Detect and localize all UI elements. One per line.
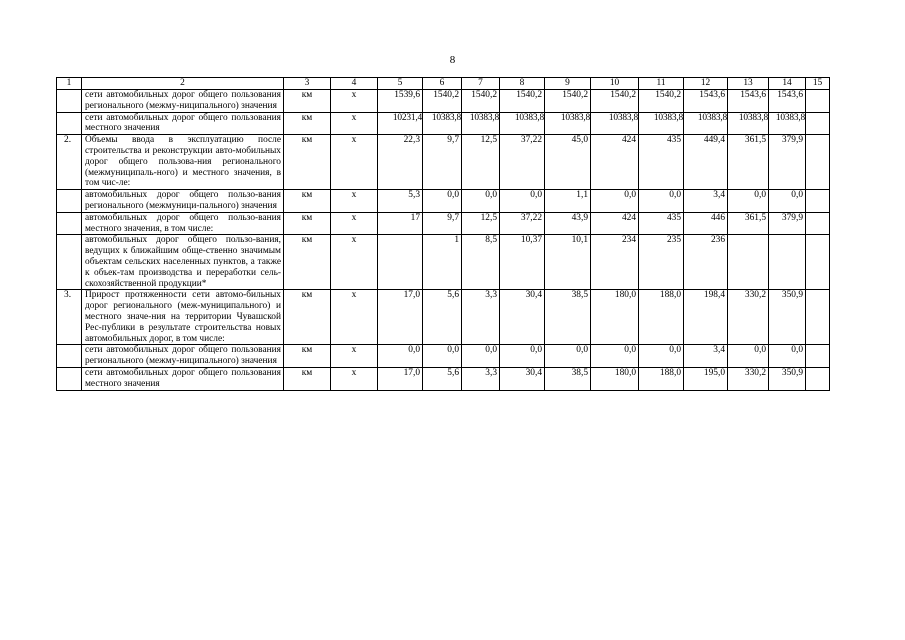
value-cell: 10,1 [545, 235, 591, 290]
value-cell: 10,37 [500, 235, 545, 290]
value-cell: 188,0 [639, 290, 684, 345]
table-row [57, 345, 830, 368]
value-cell: 37,22 [500, 135, 545, 190]
header-cell: 12 [684, 78, 728, 90]
value-cell: 0,0 [591, 345, 639, 368]
table-row [57, 190, 830, 213]
value-cell: 17 [378, 212, 423, 235]
value-cell: 0,0 [591, 190, 639, 213]
indicator-description: автомобильных дорог общего пользо-вания, ведущих к ближайшим обще-ственно значимым объектам сельских населенных пунктов, а также к объек-там производства и переработки сель-скохозяйственной продукции* [82, 235, 284, 290]
value-cell: 3,3 [462, 367, 500, 390]
value-cell: 1540,2 [500, 90, 545, 113]
value-cell: 350,9 [769, 290, 806, 345]
row-index [57, 190, 82, 213]
value-cell: 10383,8 [728, 112, 769, 135]
indicator-description: сети автомобильных дорог общего пользования местного значения [82, 367, 284, 390]
value-cell: 38,5 [545, 290, 591, 345]
indicator-description: Объемы ввода в эксплуатацию после строительства и реконструкции авто-мобильных дорог общего пользова-ния регионального (межмуниципаль-ного) и местного значения, в том чис-ле: [82, 135, 284, 190]
value-cell: 37,22 [500, 212, 545, 235]
value-cell: 10383,8 [545, 112, 591, 135]
value-cell [806, 367, 830, 390]
value-cell: 17,0 [378, 367, 423, 390]
value-cell: 0,0 [423, 190, 462, 213]
value-cell: 0,0 [769, 345, 806, 368]
value-cell: 350,9 [769, 367, 806, 390]
value-cell: 9,7 [423, 135, 462, 190]
value-cell: 10383,8 [591, 112, 639, 135]
unit-cell: км [284, 290, 331, 345]
value-cell: 1540,2 [545, 90, 591, 113]
table-row [57, 367, 830, 390]
value-cell: 361,5 [728, 212, 769, 235]
value-cell: 1540,2 [423, 90, 462, 113]
value-cell: 10383,8 [423, 112, 462, 135]
value-cell: 1543,6 [684, 90, 728, 113]
indicator-description: автомобильных дорог общего пользо-вания регионального (межмуници-пального) значения [82, 190, 284, 213]
row-index [57, 212, 82, 235]
value-cell: 1540,2 [462, 90, 500, 113]
column-4-cell: х [331, 135, 378, 190]
row-index [57, 90, 82, 113]
value-cell: 0,0 [378, 345, 423, 368]
header-cell: 15 [806, 78, 830, 90]
value-cell [806, 235, 830, 290]
value-cell: 330,2 [728, 367, 769, 390]
value-cell: 12,5 [462, 135, 500, 190]
unit-cell: км [284, 90, 331, 113]
value-cell: 30,4 [500, 290, 545, 345]
header-cell: 1 [57, 78, 82, 90]
value-cell: 1540,2 [591, 90, 639, 113]
value-cell [806, 112, 830, 135]
header-cell: 6 [423, 78, 462, 90]
row-index: 2. [57, 135, 82, 190]
value-cell: 330,2 [728, 290, 769, 345]
value-cell: 30,4 [500, 367, 545, 390]
value-cell: 0,0 [462, 345, 500, 368]
value-cell [769, 235, 806, 290]
value-cell: 424 [591, 212, 639, 235]
value-cell: 1540,2 [639, 90, 684, 113]
table-row [57, 112, 830, 135]
column-4-cell: х [331, 212, 378, 235]
header-cell: 7 [462, 78, 500, 90]
value-cell: 10231,4 [378, 112, 423, 135]
table-row [57, 135, 830, 190]
value-cell: 0,0 [639, 190, 684, 213]
unit-cell: км [284, 135, 331, 190]
value-cell: 10383,8 [639, 112, 684, 135]
unit-cell: км [284, 190, 331, 213]
value-cell: 446 [684, 212, 728, 235]
value-cell: 198,4 [684, 290, 728, 345]
value-cell: 435 [639, 135, 684, 190]
row-index [57, 112, 82, 135]
table-row [57, 290, 830, 345]
value-cell [378, 235, 423, 290]
value-cell: 361,5 [728, 135, 769, 190]
value-cell: 379,9 [769, 212, 806, 235]
indicator-description: сети автомобильных дорог общего пользования регионального (межму-ниципального) значения [82, 90, 284, 113]
column-4-cell: х [331, 190, 378, 213]
value-cell: 0,0 [639, 345, 684, 368]
value-cell: 9,7 [423, 212, 462, 235]
value-cell: 43,9 [545, 212, 591, 235]
row-index [57, 345, 82, 368]
header-cell: 9 [545, 78, 591, 90]
value-cell: 0,0 [769, 190, 806, 213]
value-cell: 1543,6 [728, 90, 769, 113]
row-index [57, 235, 82, 290]
table-row [57, 235, 830, 290]
header-cell: 5 [378, 78, 423, 90]
value-cell: 236 [684, 235, 728, 290]
value-cell: 0,0 [728, 345, 769, 368]
column-4-cell: х [331, 112, 378, 135]
value-cell: 0,0 [500, 190, 545, 213]
indicator-description: Прирост протяженности сети автомо-бильных дорог регионального (меж-муниципального) и местного значе-ния на территории Чувашской Рес-публики в результате строительства новых автомобильных дорог, в том числе: [82, 290, 284, 345]
value-cell [806, 212, 830, 235]
indicator-description: автомобильных дорог общего пользо-вания местного значения, в том числе: [82, 212, 284, 235]
header-cell: 13 [728, 78, 769, 90]
value-cell: 424 [591, 135, 639, 190]
value-cell: 0,0 [728, 190, 769, 213]
indicators-table [56, 77, 830, 391]
table-row [57, 90, 830, 113]
column-4-cell: х [331, 345, 378, 368]
value-cell: 235 [639, 235, 684, 290]
unit-cell: км [284, 235, 331, 290]
header-cell: 2 [82, 78, 284, 90]
value-cell: 5,6 [423, 367, 462, 390]
value-cell: 3,4 [684, 345, 728, 368]
value-cell: 10383,8 [684, 112, 728, 135]
value-cell: 379,9 [769, 135, 806, 190]
value-cell: 45,0 [545, 135, 591, 190]
value-cell: 10383,8 [462, 112, 500, 135]
value-cell: 435 [639, 212, 684, 235]
value-cell: 1,1 [545, 190, 591, 213]
value-cell: 0,0 [500, 345, 545, 368]
indicator-description: сети автомобильных дорог общего пользования местного значения [82, 112, 284, 135]
value-cell: 234 [591, 235, 639, 290]
value-cell: 449,4 [684, 135, 728, 190]
value-cell: 3,4 [684, 190, 728, 213]
header-cell: 4 [331, 78, 378, 90]
value-cell: 8,5 [462, 235, 500, 290]
row-index: 3. [57, 290, 82, 345]
header-row [57, 78, 830, 90]
unit-cell: км [284, 212, 331, 235]
column-4-cell: х [331, 367, 378, 390]
table-row [57, 212, 830, 235]
row-index [57, 367, 82, 390]
value-cell: 5,6 [423, 290, 462, 345]
value-cell [806, 345, 830, 368]
column-4-cell: х [331, 90, 378, 113]
value-cell: 188,0 [639, 367, 684, 390]
unit-cell: км [284, 112, 331, 135]
unit-cell: км [284, 345, 331, 368]
value-cell: 22,3 [378, 135, 423, 190]
value-cell: 12,5 [462, 212, 500, 235]
value-cell [806, 135, 830, 190]
value-cell: 1539,6 [378, 90, 423, 113]
value-cell: 0,0 [545, 345, 591, 368]
value-cell [806, 190, 830, 213]
column-4-cell: х [331, 290, 378, 345]
value-cell: 0,0 [423, 345, 462, 368]
value-cell [806, 290, 830, 345]
indicator-description: сети автомобильных дорог общего пользования регионального (межму-ниципального) значения [82, 345, 284, 368]
value-cell: 10383,8 [500, 112, 545, 135]
value-cell: 10383,8 [769, 112, 806, 135]
header-cell: 3 [284, 78, 331, 90]
value-cell [728, 235, 769, 290]
unit-cell: км [284, 367, 331, 390]
header-cell: 10 [591, 78, 639, 90]
value-cell: 180,0 [591, 290, 639, 345]
value-cell: 38,5 [545, 367, 591, 390]
header-cell: 14 [769, 78, 806, 90]
column-4-cell: х [331, 235, 378, 290]
value-cell: 1 [423, 235, 462, 290]
value-cell: 3,3 [462, 290, 500, 345]
table-body [57, 78, 830, 391]
value-cell [806, 90, 830, 113]
value-cell: 17,0 [378, 290, 423, 345]
value-cell: 0,0 [462, 190, 500, 213]
page-number: 8 [449, 54, 456, 66]
value-cell: 5,3 [378, 190, 423, 213]
value-cell: 180,0 [591, 367, 639, 390]
value-cell: 195,0 [684, 367, 728, 390]
value-cell: 1543,6 [769, 90, 806, 113]
header-cell: 11 [639, 78, 684, 90]
header-cell: 8 [500, 78, 545, 90]
